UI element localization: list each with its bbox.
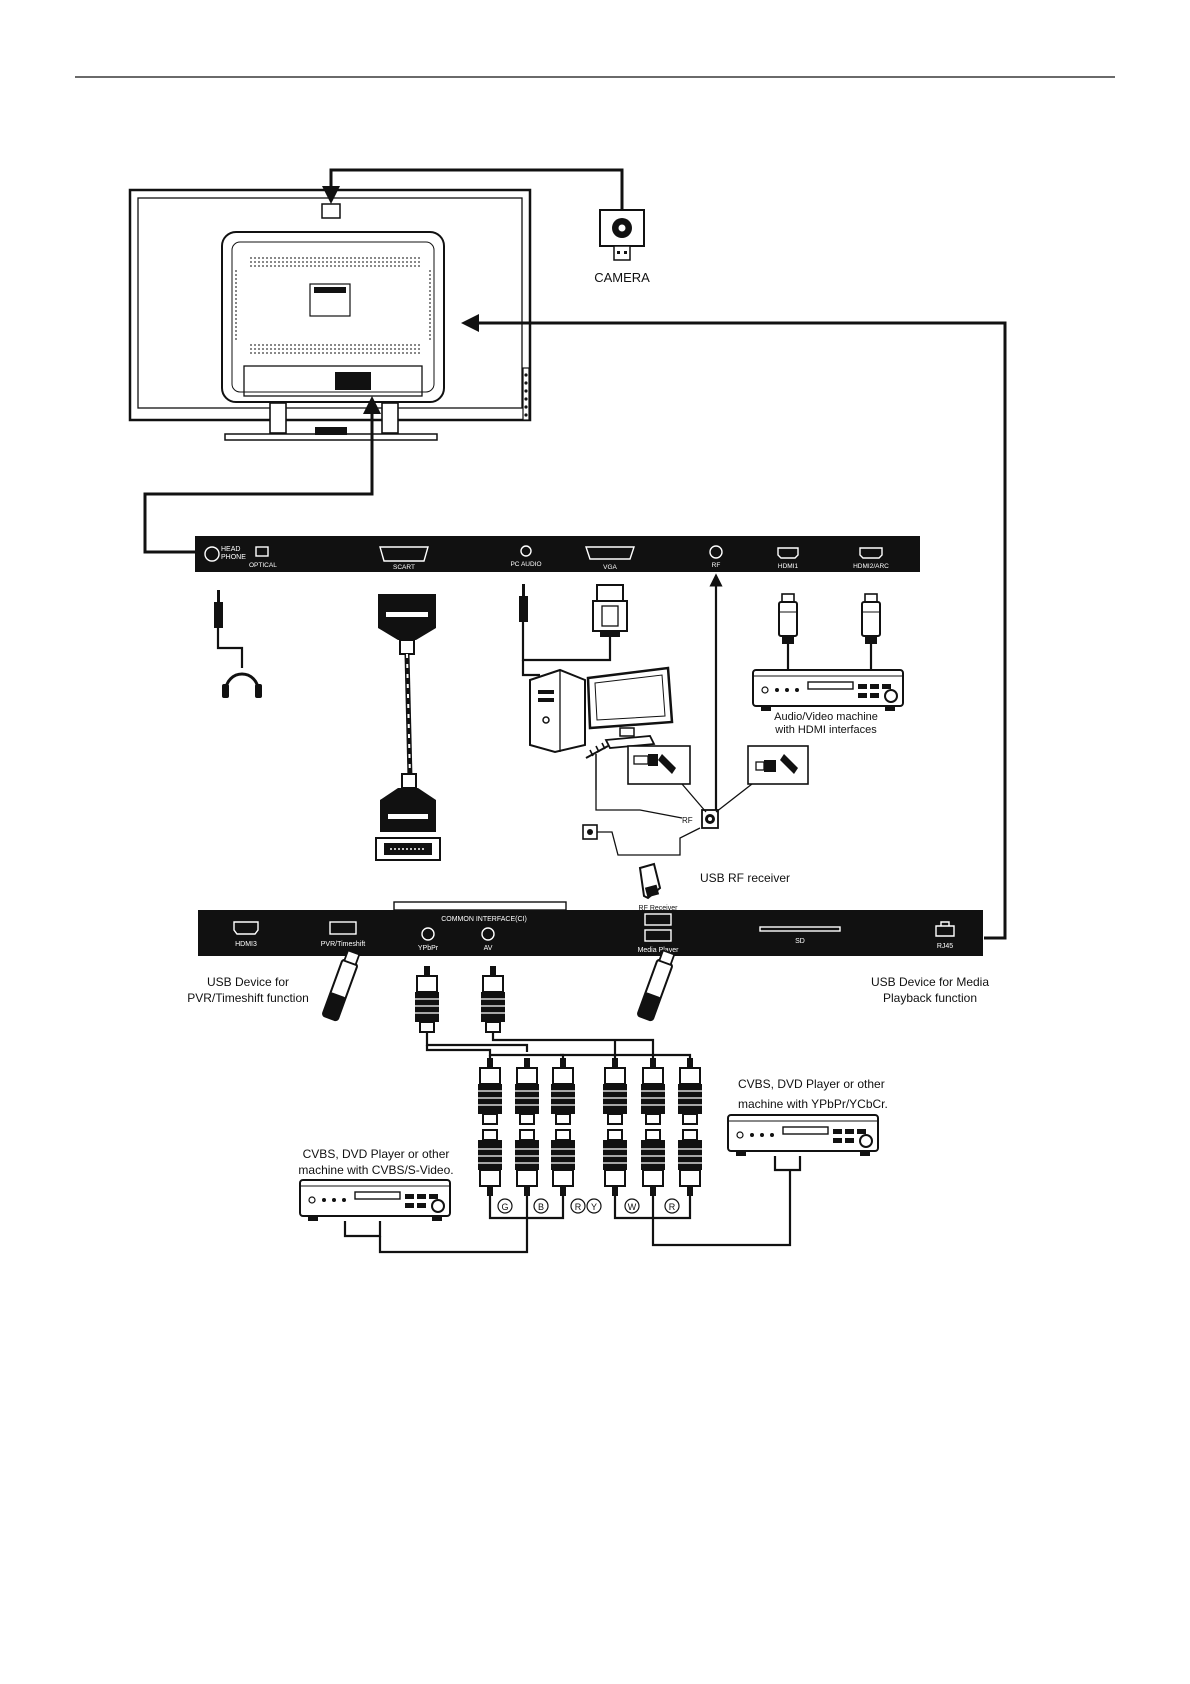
hdmi1-label: HDMI1 — [777, 563, 799, 570]
letter-r1: R — [574, 1202, 582, 1212]
hdmi1-plug — [779, 594, 797, 644]
headphone-label-2: PHONE — [221, 554, 246, 561]
scart-cable — [376, 594, 440, 860]
hdmi2-plug — [862, 594, 880, 644]
dvd-left-cable — [345, 1221, 380, 1236]
usb-media-label-2: Playback function — [882, 991, 978, 1005]
dvd-player-left — [300, 1180, 450, 1221]
ci-slot — [394, 902, 566, 910]
wall-socket-icon — [583, 825, 700, 855]
letter-g: G — [501, 1202, 509, 1212]
hdmi2-label: HDMI2/ARC — [853, 563, 889, 570]
pc-cable — [523, 660, 540, 675]
hdmi-av-machine — [753, 670, 903, 711]
cvbs-right-label-1: CVBS, DVD Player or other — [738, 1077, 885, 1091]
headphones-icon — [222, 674, 262, 698]
ypbpr-label: YPbPr — [417, 945, 439, 952]
letter-b: B — [537, 1202, 545, 1212]
headphone-label-1: HEAD — [221, 546, 241, 553]
cvbs-left-label-2: machine with CVBS/S-Video. — [298, 1163, 454, 1177]
media-player-label: Media Player — [637, 947, 679, 954]
common-interface-label: COMMON INTERFACE(CI) — [441, 916, 527, 923]
antenna-cable — [596, 790, 682, 818]
rf-plug-inset-right — [748, 746, 808, 784]
rf-connector-box — [702, 810, 718, 828]
tv-camera-mount — [322, 204, 340, 218]
usb-pvr-label-1: USB Device for — [206, 975, 290, 989]
letter-w: W — [627, 1202, 637, 1212]
camera-label: CAMERA — [594, 270, 650, 285]
rf-plug-inset-left — [628, 746, 690, 784]
cvbs-left-label-1: CVBS, DVD Player or other — [302, 1147, 450, 1161]
pc-tower — [530, 670, 585, 752]
av-label: AV — [483, 945, 493, 952]
sd-label: SD — [795, 938, 805, 945]
rca-plug-bank-lower — [478, 1130, 702, 1196]
usb-rf-receiver-dongle — [640, 864, 660, 898]
optical-label: OPTICAL — [249, 562, 277, 569]
antenna-icon — [586, 743, 608, 790]
rca-plug-bank-upper — [478, 1058, 702, 1124]
lan-cable — [470, 323, 1005, 938]
usb-stick-pvr — [322, 950, 361, 1021]
plug-color-letters — [498, 1199, 679, 1213]
vga-label: VGA — [603, 564, 617, 571]
top-port-panel — [195, 536, 920, 572]
headphone-plug — [214, 590, 242, 668]
dvd-right-cable — [775, 1156, 800, 1170]
rf-receiver-port-label: RF Receiver — [638, 905, 678, 912]
camera — [600, 210, 644, 260]
hdmi3-label: HDMI3 — [235, 941, 257, 948]
bottom-port-panel — [198, 905, 983, 956]
rf-port-label: RF — [711, 562, 721, 569]
scart-label: SCART — [393, 564, 415, 571]
usb-media-label-1: USB Device for Media — [870, 975, 990, 989]
ypbpr-adapter-plug — [415, 966, 439, 1032]
usb-pvr-label-2: PVR/Timeshift function — [187, 991, 309, 1005]
tv-side-buttons — [523, 368, 529, 420]
pvr-label: PVR/Timeshift — [320, 941, 366, 948]
hdmi-machine-label-1: Audio/Video machine — [774, 711, 878, 723]
cvbs-right-label-2: machine with YPbPr/YCbCr. — [738, 1097, 888, 1111]
vga-plug — [593, 585, 627, 637]
tv-back-panel — [130, 190, 530, 440]
usb-rf-receiver-label: USB RF receiver — [700, 871, 791, 885]
pc-audio-label: PC AUDIO — [510, 561, 542, 568]
pc-monitor — [588, 668, 672, 748]
rj45-label: RJ45 — [936, 943, 954, 950]
letter-y: Y — [590, 1202, 598, 1212]
hdmi-machine-label-2: with HDMI interfaces — [775, 724, 877, 736]
rf-arrow-label: RF — [682, 816, 693, 825]
av-adapter-plug — [481, 966, 505, 1032]
letter-r2: R — [668, 1202, 676, 1212]
usb-stick-media — [637, 950, 676, 1021]
dvd-player-right — [728, 1115, 878, 1156]
